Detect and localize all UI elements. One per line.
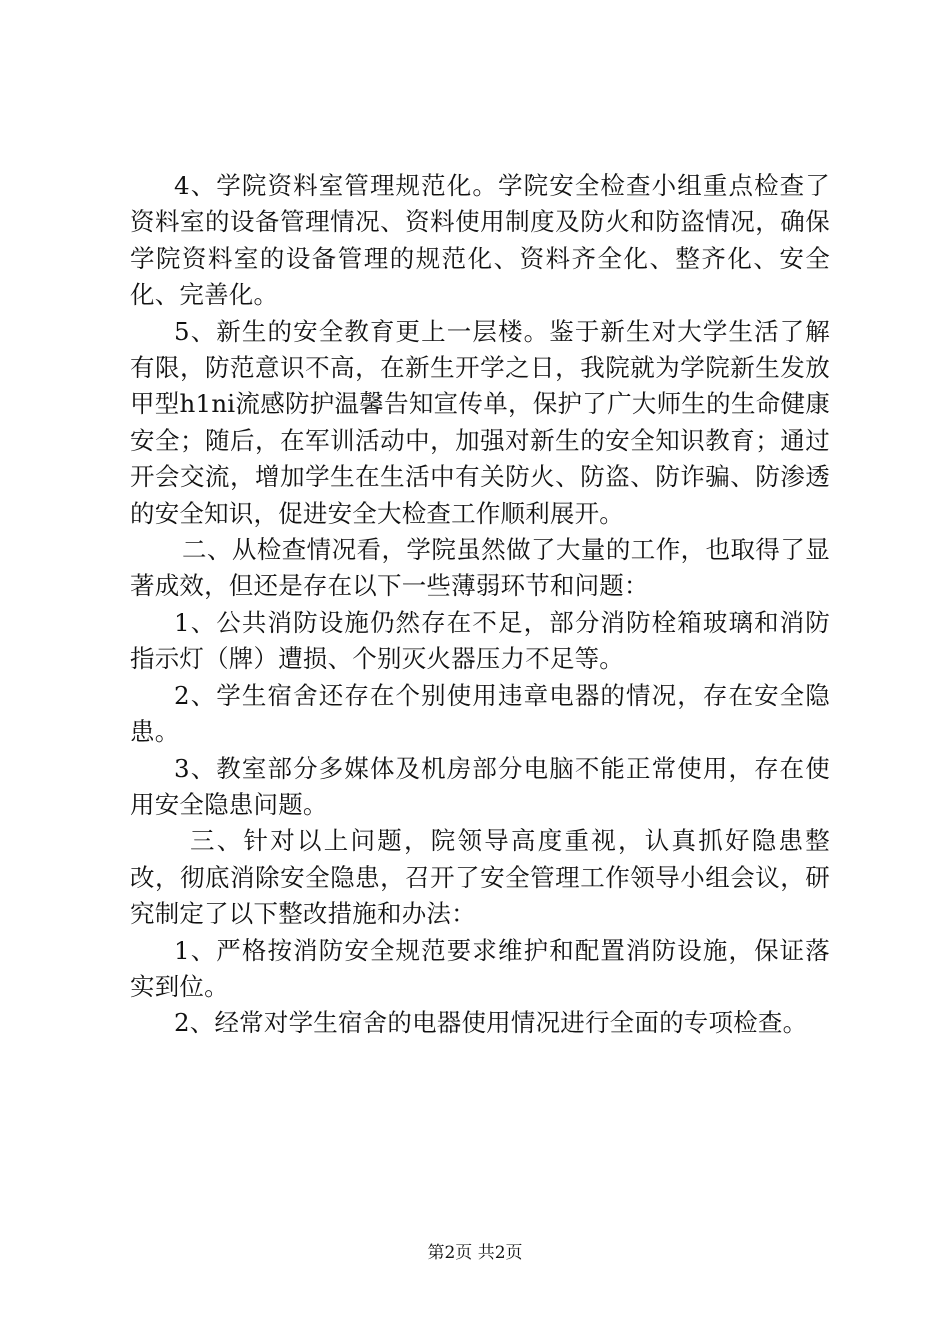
paragraph-8: 1、严格按消防安全规范要求维护和配置消防设施，保证落实到位。 (130, 935, 830, 1001)
document-body (130, 168, 830, 1042)
paragraph-1: 4、学院资料室管理规范化。学院安全检查小组重点检查了资料室的设备管理情况、资料使用制度及防火和防盗情况，确保学院资料室的设备管理的规范化、资料齐全化、整齐化、安全化、完善化。 (130, 171, 830, 310)
paragraph-2: 5、新生的安全教育更上一层楼。鉴于新生对大学生活了解有限，防范意识不高，在新生开学之日，我院就为学院新生发放甲型h1ni流感防护温馨告知宣传单，保护了广大师生的生命健康安全；随后，在军训活动中，加强对新生的安全知识教育；通过开会交流，增加学生在生活中有关防火、防盗、防诈骗、防渗透的安全知识，促进安全大检查工作顺利展开。 (130, 316, 830, 528)
page-footer: 第2页 共2页 (427, 1243, 523, 1263)
paragraph-6: 3、教室部分多媒体及机房部分电脑不能正常使用，存在使用安全隐患问题。 (130, 753, 830, 819)
paragraph-5: 2、学生宿舍还存在个别使用违章电器的情况，存在安全隐患。 (130, 680, 830, 747)
paragraph-4: 1、公共消防设施仍然存在不足，部分消防栓箱玻璃和消防指示灯（牌）遭损、个别灭火器压力不足等。 (130, 607, 830, 674)
paragraph-7: 三、针对以上问题，院领导高度重视，认真抓好隐患整改，彻底消除安全隐患，召开了安全管理工作领导小组会议，研究制定了以下整改措施和办法： (130, 826, 830, 929)
paragraph-3: 二、从检查情况看，学院虽然做了大量的工作，也取得了显著成效，但还是存在以下一些薄弱环节和问题： (130, 535, 830, 601)
paragraph-9: 2、经常对学生宿舍的电器使用情况进行全面的专项检查。 (174, 1008, 808, 1038)
